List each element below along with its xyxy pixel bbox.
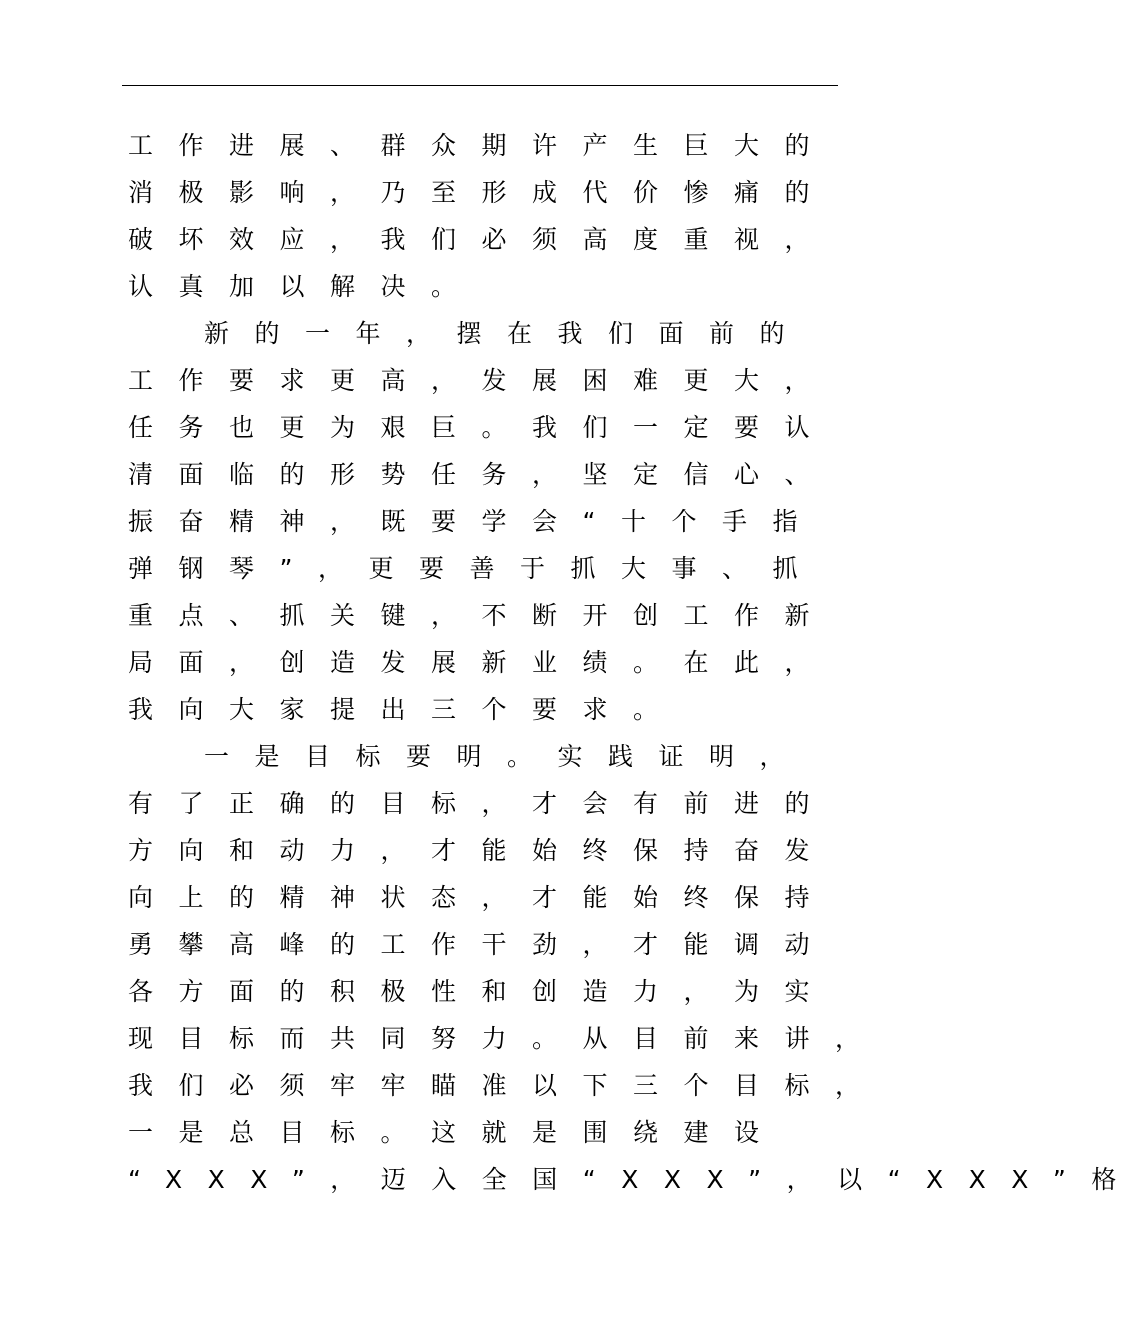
text-line: 任务也更为艰巨。我们一定要认	[128, 413, 836, 442]
text-line: 弹钢琴”，更要善于抓大事、抓	[128, 554, 823, 583]
text-line: 一是总目标。这就是围绕建设	[128, 1118, 785, 1147]
text-line: 我向大家提出三个要求。	[128, 695, 684, 724]
text-line: 局面，创造发展新业绩。在此，	[128, 648, 836, 677]
text-line: 消极影响，乃至形成代价惨痛的	[128, 178, 836, 207]
text-line: 向上的精神状态，才能始终保持	[128, 883, 836, 912]
text-line: 破坏效应，我们必须高度重视，	[128, 225, 836, 254]
paragraph-start-line: 新的一年，摆在我们面前的	[204, 319, 811, 348]
paragraph-start-line: 一是目标要明。实践证明，	[204, 742, 811, 771]
text-line: 工作要求更高，发展困难更大，	[128, 366, 836, 395]
text-line: 清面临的形势任务，坚定信心、	[128, 460, 836, 489]
text-line: 有了正确的目标，才会有前进的	[128, 789, 836, 818]
text-line: 我们必须牢牢瞄准以下三个目标，	[128, 1071, 886, 1100]
text-line: “XXX”，迈入全国“XXX”，以“XXX”格	[128, 1165, 1142, 1194]
text-line: 方向和动力，才能始终保持奋发	[128, 836, 836, 865]
text-line: 勇攀高峰的工作干劲，才能调动	[128, 930, 836, 959]
text-line: 现目标而共同努力。从目前来讲，	[128, 1024, 886, 1053]
text-line: 振奋精神，既要学会“十个手指	[128, 507, 823, 536]
header-rule	[122, 85, 838, 86]
text-line: 工作进展、群众期许产生巨大的	[128, 131, 836, 160]
document-body	[128, 122, 1142, 1203]
text-line: 认真加以解决。	[128, 272, 482, 301]
text-line: 重点、抓关键，不断开创工作新	[128, 601, 836, 630]
text-line: 各方面的积极性和创造力，为实	[128, 977, 836, 1006]
